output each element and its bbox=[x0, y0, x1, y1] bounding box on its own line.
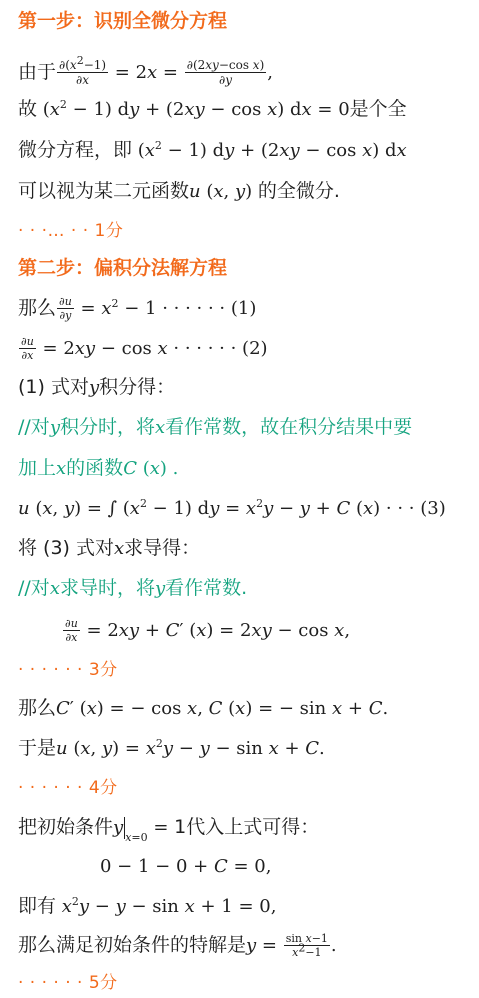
comment2a: 加上 bbox=[18, 457, 57, 479]
comment-line-1: //对y积分时，将x看作常数，故在积分结果中要 bbox=[18, 416, 413, 438]
substitute-label-a: 把初始条件 bbox=[18, 816, 114, 838]
du-dx-fraction-2: $\frac{\partial u}{\partial x}$ bbox=[65, 617, 78, 644]
is-total-diff-label: 是个全 bbox=[349, 98, 407, 120]
comment-line-3: //对x求导时，将y看作常数. bbox=[18, 577, 248, 599]
then-label: 那么 bbox=[18, 297, 57, 319]
integrate-label: (1) 式对 bbox=[18, 376, 89, 398]
since-label: 由于 bbox=[18, 61, 57, 83]
du-dx-fraction: $\frac{\partial u}{\partial x}$ bbox=[21, 335, 34, 362]
line-cx: 那么C′ (x) = − cos x, C (x) = − sin x + C. bbox=[18, 697, 389, 719]
line-since: 由于 $\frac{\partial(x^2-1)}{\partial x}$ = 2x = $\frac{\text{∂(2xy−cos x)}}{\partial y}$ , bbox=[18, 54, 273, 87]
line-substitute: 把初始条件y $_{x=0}$ = 1代入上式可得： bbox=[18, 816, 320, 844]
line-integrate: (1) 式对y积分得： bbox=[18, 376, 176, 398]
line-final: 那么满足初始条件的特解是y = $\frac{\text{sin x−1}}{x^2-1}$ . bbox=[18, 932, 337, 959]
final-label: 那么满足初始条件的特解是 bbox=[18, 934, 247, 956]
step2-heading: 第二步：偏积分法解方程 bbox=[18, 257, 228, 279]
comment3c: 看作常数. bbox=[165, 577, 248, 599]
line-that-is: 即有 $x^2y - y - \sin x + 1 = 0$, bbox=[18, 895, 277, 917]
integrate-label-b: 积分得： bbox=[99, 376, 176, 398]
of-total-diff-label: 的全微分. bbox=[257, 180, 340, 202]
substitute-label-b: 1代入上式可得： bbox=[174, 816, 320, 838]
can-be-seen-label: 可以视为某二元函数 bbox=[18, 180, 190, 202]
line-therefore: 故 $(x^2 - 1)$ dy + (2xy − cos x) dx = 0是个全 bbox=[18, 98, 407, 120]
du-dy-fraction: $\frac{\partial u}{\partial y}$ bbox=[59, 295, 72, 322]
therefore-label: 故 bbox=[18, 98, 38, 120]
score-4: · · · · · · 4分 bbox=[18, 778, 118, 798]
line-can-be-seen: 可以视为某二元函数u (x, y) 的全微分. bbox=[18, 180, 340, 202]
solution-fraction: $\frac{\text{sin x−1}}{x^2-1}$ bbox=[285, 932, 328, 959]
comment1a: //对 bbox=[18, 416, 50, 438]
that-is-label: 即有 bbox=[18, 895, 57, 917]
partial-fraction-1: $\frac{\partial(x^2-1)}{\partial x}$ bbox=[59, 54, 107, 87]
line-eq1: 那么 $\frac{\partial u}{\partial y}$ = $x^2 - 1$ · · · · · · (1) bbox=[18, 295, 257, 322]
line-eq4: $\frac{\partial u}{\partial x}$ = 2xy + C′ (x) = 2xy − cos x, bbox=[65, 617, 351, 644]
score-5: · · · · · · 5分 bbox=[18, 973, 118, 993]
step1-heading: 第一步：识别全微分方程 bbox=[18, 10, 228, 32]
line-total-diff-eq: 微分方程，即 $(x^2 - 1)$ dy + (2xy − cos x) dx bbox=[18, 139, 407, 161]
differentiate-label-b: 求导得： bbox=[124, 537, 201, 559]
so-label: 于是 bbox=[18, 737, 57, 759]
line-constant: 0 − 1 − 0 + C = 0, bbox=[100, 856, 272, 877]
line-differentiate: 将 (3) 式对x求导得： bbox=[18, 537, 201, 559]
comment-line-2: 加上x的函数C (x) . bbox=[18, 457, 179, 479]
line-so: 于是u (x, $y) = x^2y - y - \sin x + C$. bbox=[18, 737, 325, 759]
score-1: · · ·… · · 1分 bbox=[18, 221, 124, 241]
line-eq2: $\frac{\partial u}{\partial x}$ = 2xy − cos x · · · · · · (2) bbox=[21, 335, 268, 362]
line-eq3: u (x, y) = ∫ $(x^2 - 1)$ dy = $x^2y - y + C$ (x) · · · (3) bbox=[18, 497, 446, 519]
total-diff-eq-label: 微分方程，即 bbox=[18, 139, 133, 161]
differentiate-label: 将 (3) 式对 bbox=[18, 537, 114, 559]
partial-fraction-2: $\frac{\text{∂(2xy−cos x)}}{\partial y}$ bbox=[186, 58, 265, 87]
comment1b: 积分时，将 bbox=[59, 416, 155, 438]
comment3a: //对 bbox=[18, 577, 50, 599]
comment3b: 求导时，将 bbox=[59, 577, 155, 599]
score-3: · · · · · · 3分 bbox=[18, 660, 118, 680]
comment1c: 看作常数，故在积分结果中要 bbox=[165, 416, 413, 438]
then2-label: 那么 bbox=[18, 697, 57, 719]
comment2b: 的函数 bbox=[66, 457, 124, 479]
